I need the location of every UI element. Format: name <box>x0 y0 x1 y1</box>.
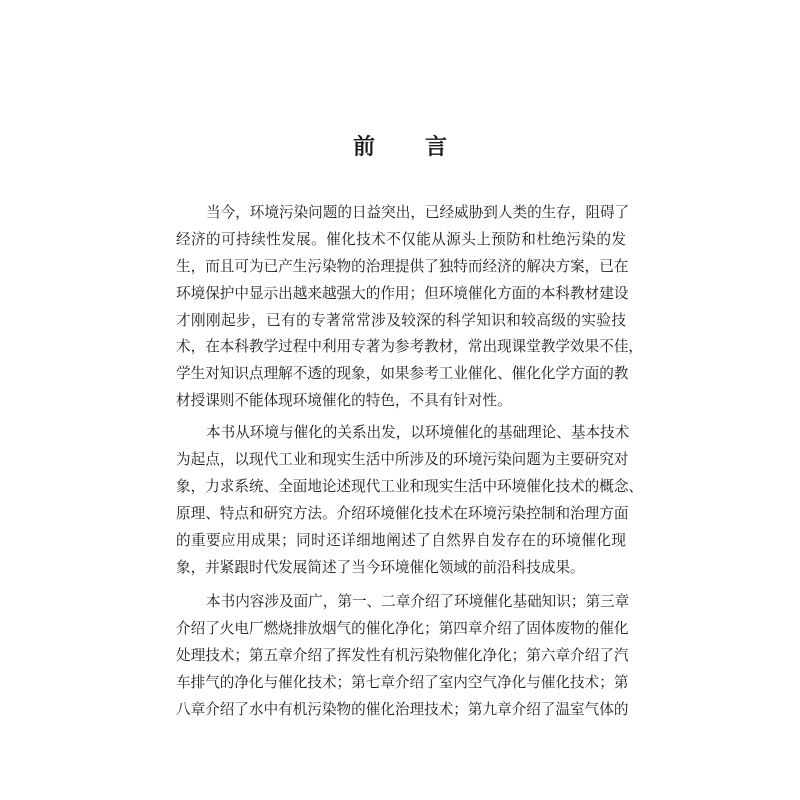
text-line: 为起点，以现代工业和现实生活中所涉及的环境污染问题为主要研究对 <box>176 451 629 469</box>
paragraph-1 <box>176 200 644 415</box>
text-line: 环境保护中显示出越来越强大的作用；但环境催化方面的本科教材建设 <box>176 284 629 302</box>
text-line: 本书内容涉及面广，第一、二章介绍了环境催化基础知识；第三章 <box>206 593 630 611</box>
text-line: 原理、特点和研究方法。介绍环境催化技术在环境污染控制和治理方面 <box>176 504 629 522</box>
text-line: 的重要应用成果；同时还详细地阐述了自然界自发存在的环境催化现 <box>176 531 626 549</box>
text-line: 学生对知识点理解不透的现象，如果参考工业催化、催化化学方面的教 <box>176 365 629 383</box>
text-line: 经济的可持续性发展。催化技术不仅能从源头上预防和杜绝污染的发 <box>176 230 626 248</box>
text-line: 本书从环境与催化的关系出发，以环境催化的基础理论、基本技术 <box>206 424 630 442</box>
text-line: 才刚刚起步，已有的专著常常涉及较深的科学知识和较高级的实验技 <box>176 311 626 329</box>
preface-body <box>176 200 644 724</box>
text-line: 材授课则不能体现环境催化的特色，不具有针对性。 <box>176 392 512 410</box>
page-title: 前 言 <box>352 134 461 160</box>
text-line: 处理技术；第五章介绍了挥发性有机污染物催化净化；第六章介绍了汽 <box>176 647 629 665</box>
text-line: 当今，环境污染问题的日益突出，已经威胁到人类的生存，阻碍了 <box>206 204 630 221</box>
paragraph-2 <box>176 420 644 581</box>
text-line: 车排气的净化与催化技术；第七章介绍了室内空气净化与催化技术；第 <box>176 674 629 692</box>
text-line: 介绍了火电厂燃烧排放烟气的催化净化；第四章介绍了固体废物的催化 <box>176 620 629 638</box>
paragraph-3 <box>176 589 630 723</box>
text-line: 象，力求系统、全面地论述现代工业和现实生活中环境催化技术的概念、 <box>176 477 644 495</box>
text-line: 八章介绍了水中有机污染物的催化治理技术；第九章介绍了温室气体的 <box>176 701 629 719</box>
text-line: 生，而且可为已产生污染物的治理提供了独特而经济的解决方案，已在 <box>176 257 629 275</box>
text-line: 象，并紧跟时代发展简述了当今环境催化领域的前沿科技成果。 <box>176 558 585 576</box>
text-line: 术，在本科教学过程中利用专著为参考教材，常出现课堂教学效果不佳， <box>176 338 644 356</box>
